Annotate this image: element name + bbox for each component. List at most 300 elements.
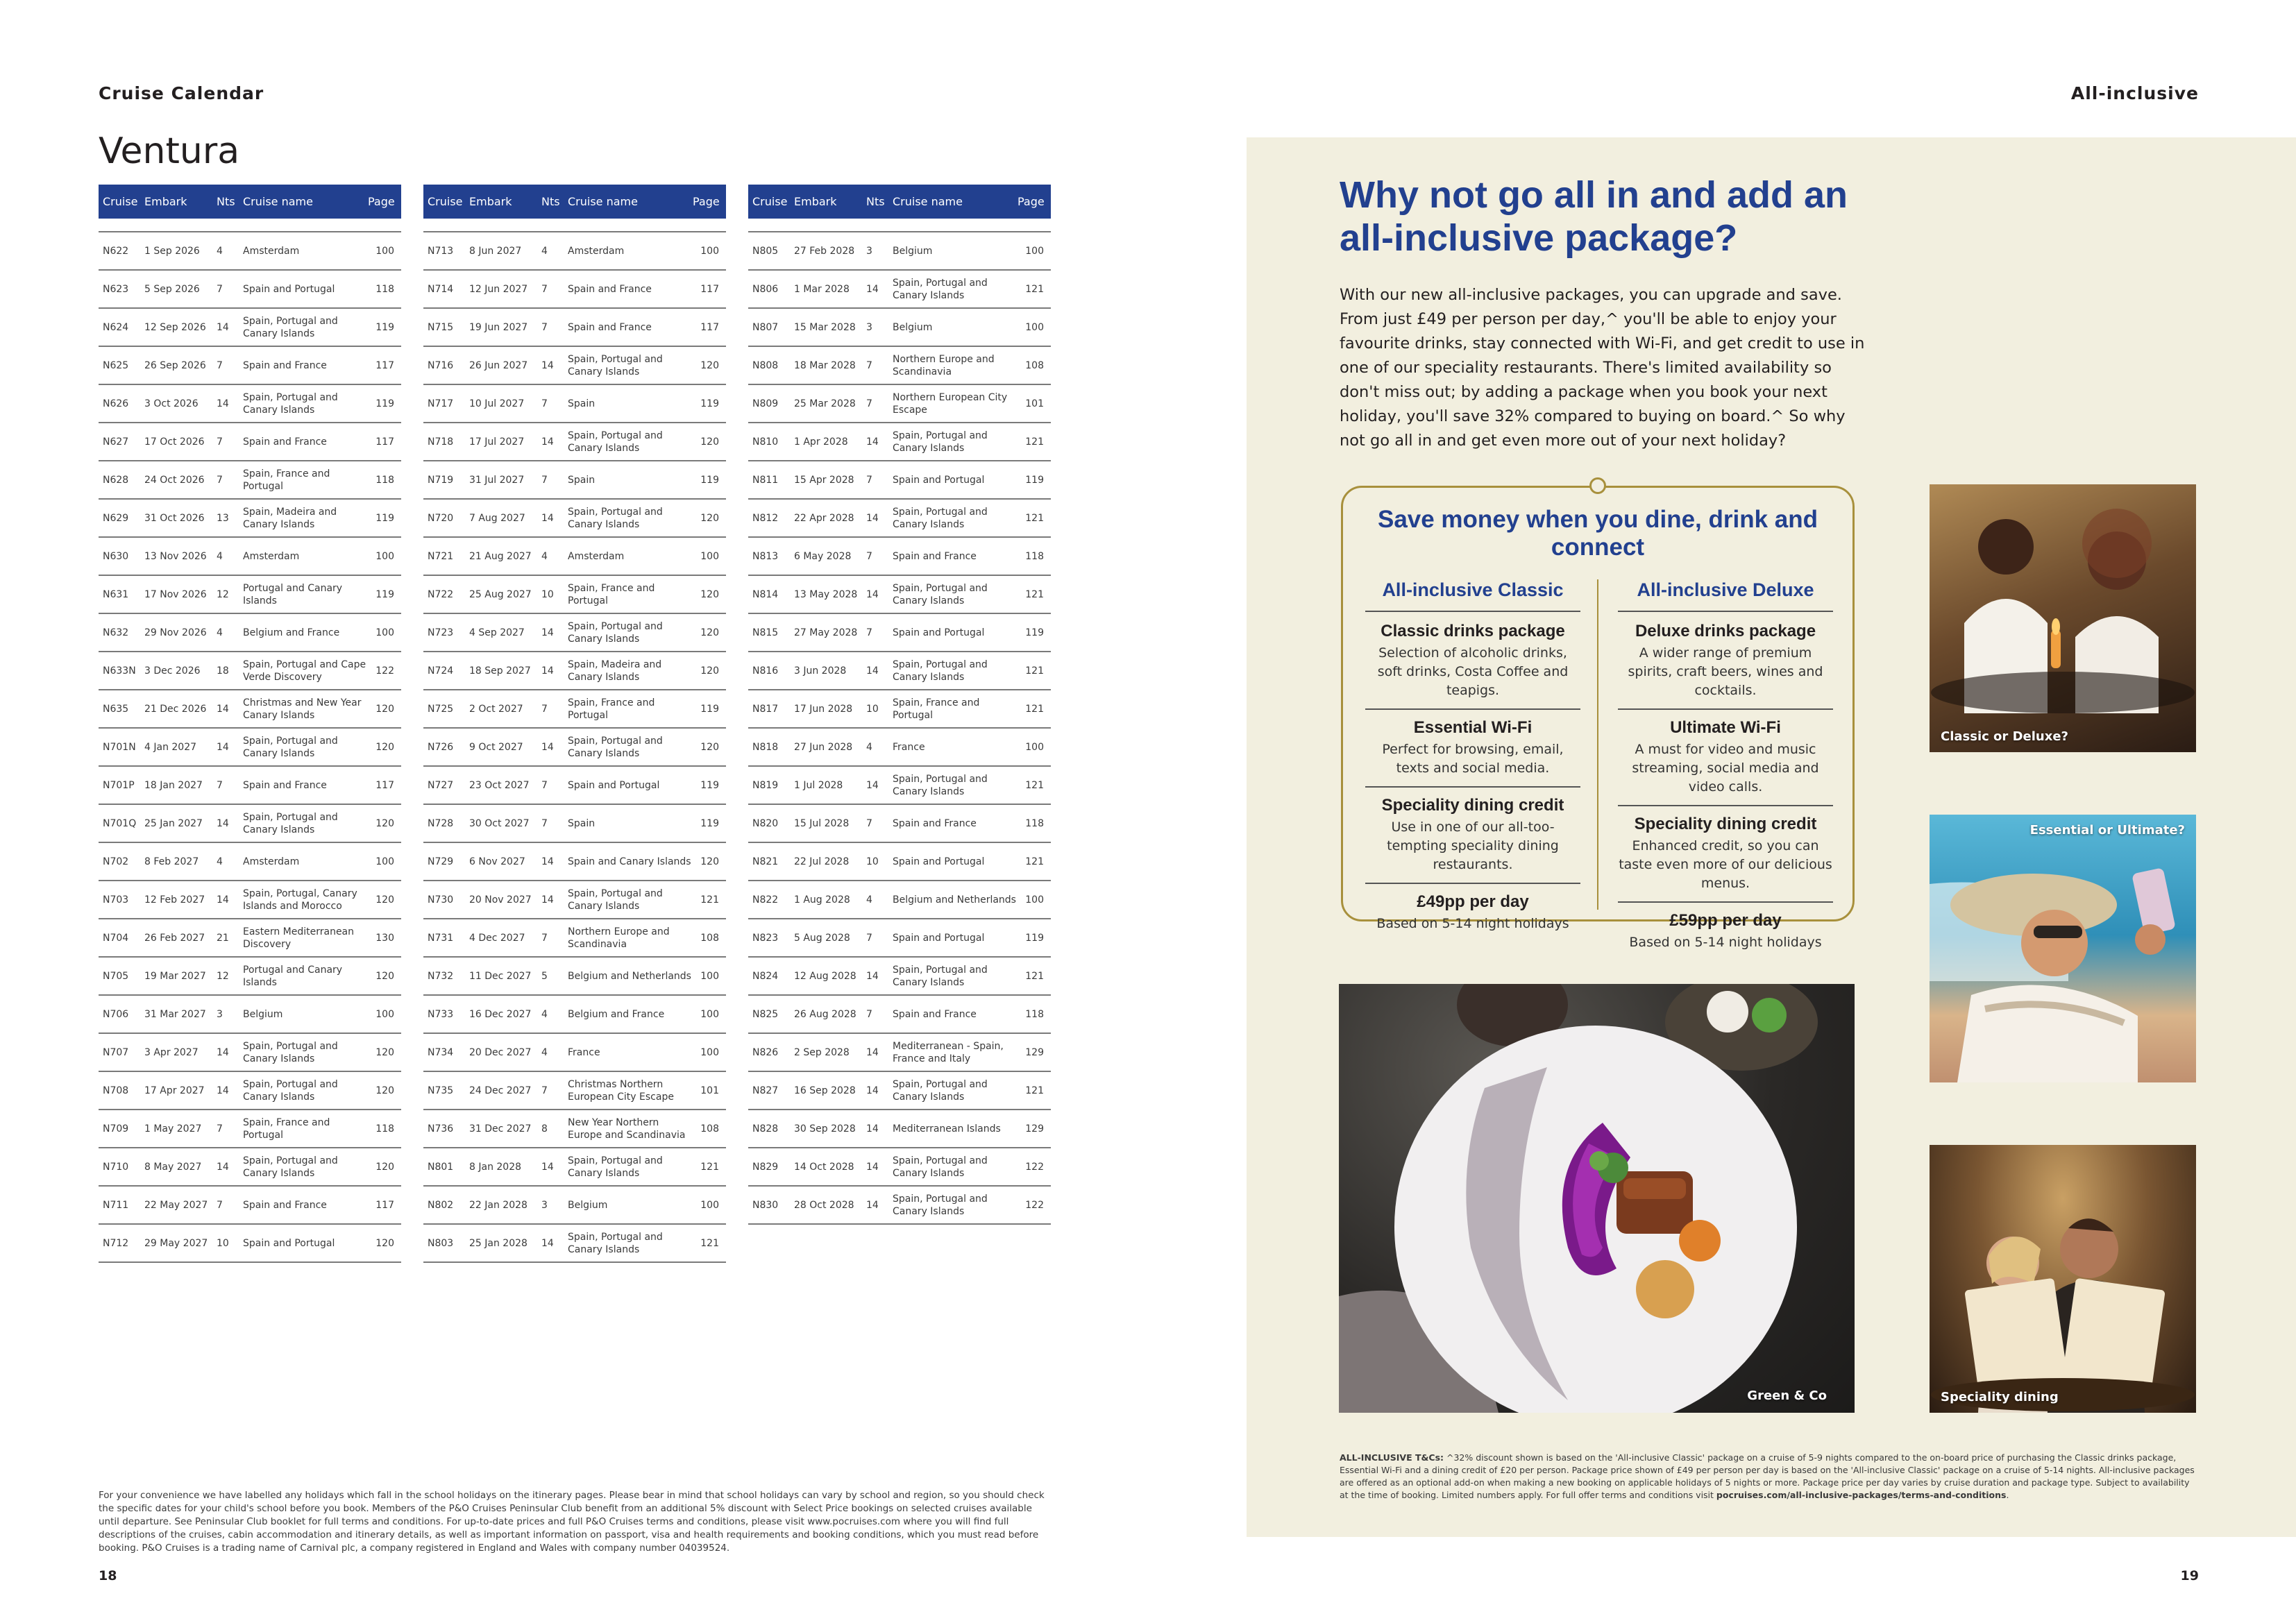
cruise-name: Christmas Northern European City Escape — [568, 1078, 674, 1103]
classic-heading: All-inclusive Classic — [1365, 579, 1580, 612]
cruise-code: N821 — [752, 856, 779, 867]
cruise-code: N731 — [428, 932, 454, 944]
cruise-code: N823 — [752, 932, 779, 944]
page-ref: 120 — [700, 436, 719, 448]
cruise-code: N803 — [428, 1237, 454, 1249]
embark-date: 8 Jan 2028 — [469, 1161, 522, 1173]
page-ref: 121 — [700, 894, 719, 906]
embark-date: 23 Oct 2027 — [469, 779, 530, 791]
table-row — [423, 461, 726, 500]
nights: 14 — [217, 894, 229, 906]
table-row — [748, 1187, 1051, 1225]
embark-date: 22 Jul 2028 — [794, 856, 850, 867]
cruise-name: Spain and France — [243, 1199, 327, 1211]
embark-date: 10 Jul 2027 — [469, 398, 525, 409]
header-embark: Embark — [144, 195, 187, 208]
cruise-code: N719 — [428, 474, 454, 486]
embark-date: 8 May 2027 — [144, 1161, 202, 1173]
cruise-name: Belgium — [243, 1008, 283, 1020]
cruise-code: N815 — [752, 627, 779, 638]
nights: 10 — [217, 1237, 229, 1249]
cruise-code: N807 — [752, 321, 779, 333]
package-item — [1365, 796, 1580, 884]
header-page: Page — [1018, 195, 1045, 208]
cruise-name: Spain, Portugal and Canary Islands — [893, 1193, 988, 1217]
cruise-code: N829 — [752, 1161, 779, 1173]
cruise-code: N725 — [428, 703, 454, 715]
cruise-code: N704 — [103, 932, 129, 944]
page-ref: 120 — [375, 817, 394, 829]
table-row — [99, 461, 401, 500]
cruise-code: N722 — [428, 588, 454, 600]
page-ref: 119 — [375, 588, 394, 600]
nights: 14 — [866, 1123, 879, 1135]
cruise-code: N814 — [752, 588, 779, 600]
cruise-name: Northern Europe and Scandinavia — [568, 926, 670, 950]
page-ref: 100 — [700, 245, 719, 257]
table-row — [423, 538, 726, 576]
table-row — [99, 385, 401, 423]
cruise-code: N705 — [103, 970, 129, 982]
cruise-name: Spain and Portugal — [893, 856, 985, 867]
nights: 7 — [866, 817, 872, 829]
page-ref: 100 — [375, 550, 394, 562]
table-row — [423, 576, 726, 614]
nights: 14 — [866, 970, 879, 982]
item-title: Speciality dining credit — [1381, 796, 1564, 815]
package-item — [1618, 718, 1833, 806]
header-cruise: Cruise — [103, 195, 138, 208]
cruise-name: Belgium and Netherlands — [568, 970, 691, 982]
cruise-name: Spain and Portugal — [568, 779, 660, 791]
table-row — [748, 385, 1051, 423]
cruise-code: N727 — [428, 779, 454, 791]
cruise-name: Spain and France — [893, 817, 977, 829]
page-ref: 100 — [1025, 321, 1044, 333]
cruise-name: France — [568, 1046, 600, 1058]
page-ref: 100 — [1025, 894, 1044, 906]
page-ref: 118 — [1025, 817, 1044, 829]
cruise-name: Spain, Portugal and Canary Islands — [893, 658, 988, 683]
cruise-name: Spain, Portugal and Canary Islands — [893, 582, 988, 606]
nights: 7 — [866, 550, 872, 562]
package-item — [1618, 911, 1833, 960]
item-desc: Enhanced credit, so you can taste even more of our delicious menus. — [1619, 838, 1832, 891]
page-ref: 119 — [375, 321, 394, 333]
cruise-name: Spain, Portugal and Canary Islands — [893, 964, 988, 988]
embark-date: 31 Dec 2027 — [469, 1123, 532, 1135]
table-row — [748, 614, 1051, 652]
cruise-code: N701N — [103, 741, 136, 753]
page-ref: 100 — [700, 1046, 719, 1058]
page-ref: 120 — [700, 588, 719, 600]
page-ref: 121 — [700, 1237, 719, 1249]
table-spacer — [423, 219, 726, 232]
item-title: Deluxe drinks package — [1635, 622, 1816, 640]
page-ref: 117 — [375, 779, 394, 791]
nights: 14 — [541, 856, 554, 867]
table-row — [423, 881, 726, 919]
table-row — [423, 271, 726, 309]
cruise-name: Spain and France — [893, 1008, 977, 1020]
cruise-name: Spain, Portugal and Canary Islands — [243, 1040, 338, 1064]
cruise-name: Amsterdam — [568, 550, 625, 562]
page-ref: 119 — [1025, 474, 1044, 486]
box-title: Save money when you dine, drink and connect — [1377, 506, 1818, 561]
cruise-code: N724 — [428, 665, 454, 677]
embark-date: 2 Oct 2027 — [469, 703, 523, 715]
table-row — [423, 1034, 726, 1072]
page-ref: 120 — [700, 856, 719, 867]
cruise-name: Spain, Madeira and Canary Islands — [243, 506, 337, 530]
embark-date: 25 Aug 2027 — [469, 588, 532, 600]
cruise-code: N711 — [103, 1199, 129, 1211]
embark-date: 19 Jun 2027 — [469, 321, 528, 333]
cruise-name: Spain, Portugal and Canary Islands — [243, 811, 338, 835]
page-ref: 119 — [700, 398, 719, 409]
table-row — [748, 500, 1051, 538]
page-ref: 101 — [1025, 398, 1044, 409]
page-ref: 121 — [1025, 665, 1044, 677]
page-ref: 100 — [1025, 245, 1044, 257]
table-row — [99, 271, 401, 309]
header-nts: Nts — [541, 195, 560, 208]
item-desc: A wider range of premium spirits, craft beers, wines and cocktails. — [1628, 645, 1823, 698]
page-ref: 100 — [375, 1008, 394, 1020]
page-ref: 117 — [375, 1199, 394, 1211]
table-row — [423, 1072, 726, 1110]
section-header-right: All-inclusive — [2070, 83, 2199, 103]
nights: 18 — [217, 665, 229, 677]
cruise-code: N626 — [103, 398, 129, 409]
nights: 14 — [217, 1046, 229, 1058]
table-row — [748, 843, 1051, 881]
cruise-code: N717 — [428, 398, 454, 409]
tcs-link[interactable]: pocruises.com/all-inclusive-packages/terms-and-conditions — [1716, 1490, 2007, 1500]
nights: 14 — [217, 398, 229, 409]
item-desc: Selection of alcoholic drinks, soft drinks, Costa Coffee and teapigs. — [1377, 645, 1569, 698]
cruise-code: N701P — [103, 779, 135, 791]
table-row — [99, 805, 401, 843]
table-row — [99, 538, 401, 576]
embark-date: 22 Jan 2028 — [469, 1199, 527, 1211]
cruise-code: N828 — [752, 1123, 779, 1135]
embark-date: 26 Sep 2026 — [144, 359, 206, 371]
section-header: Cruise Calendar — [99, 83, 264, 103]
embark-date: 18 Jan 2027 — [144, 779, 203, 791]
cruise-name: Spain, Portugal and Canary Islands — [893, 430, 988, 454]
page-ref: 119 — [700, 779, 719, 791]
cruise-name: Spain, Portugal and Canary Islands — [568, 430, 663, 454]
cruise-code: N713 — [428, 245, 454, 257]
cruise-code: N707 — [103, 1046, 129, 1058]
page-ref: 122 — [1025, 1161, 1044, 1173]
cruise-code: N723 — [428, 627, 454, 638]
embark-date: 31 Oct 2026 — [144, 512, 205, 524]
cruise-name: Mediterranean - Spain, France and Italy — [893, 1040, 1004, 1064]
embark-date: 28 Oct 2028 — [794, 1199, 854, 1211]
cruise-code: N820 — [752, 817, 779, 829]
cruise-name: Spain, Portugal and Canary Islands — [568, 1231, 663, 1255]
table-row — [423, 958, 726, 996]
cruise-code: N810 — [752, 436, 779, 448]
page-ref: 100 — [700, 1199, 719, 1211]
table-row — [748, 805, 1051, 843]
header-name: Cruise name — [243, 194, 313, 208]
page-ref: 130 — [375, 932, 394, 944]
embark-date: 27 Jun 2028 — [794, 741, 853, 753]
cruise-code: N702 — [103, 856, 129, 867]
table-row — [748, 271, 1051, 309]
page-ref: 121 — [1025, 512, 1044, 524]
header-nts: Nts — [866, 195, 885, 208]
table-row — [99, 767, 401, 805]
nights: 14 — [541, 436, 554, 448]
cruise-name: Spain, France and Portugal — [893, 697, 980, 721]
nights: 14 — [217, 1085, 229, 1096]
table-row — [99, 1187, 401, 1225]
cruise-name: Spain, Portugal and Canary Islands — [893, 773, 988, 797]
nights: 14 — [866, 436, 879, 448]
embark-date: 5 Aug 2028 — [794, 932, 850, 944]
table-spacer — [99, 219, 401, 232]
cruise-name: Spain, Portugal and Canary Islands — [243, 1078, 338, 1103]
table-row — [423, 1225, 726, 1263]
item-desc: Use in one of our all-too-tempting speciality dining restaurants. — [1387, 819, 1559, 872]
table-row — [423, 843, 726, 881]
nights: 12 — [217, 970, 229, 982]
page-ref: 108 — [700, 1123, 719, 1135]
cruise-name: Spain, Madeira and Canary Islands — [568, 658, 662, 683]
embark-date: 18 Mar 2028 — [794, 359, 856, 371]
column-divider — [1597, 579, 1598, 910]
nights: 7 — [541, 932, 548, 944]
dining-photo — [1930, 1145, 2196, 1413]
table-row — [423, 767, 726, 805]
embark-date: 31 Mar 2027 — [144, 1008, 206, 1020]
cruise-name: Spain, Portugal and Canary Islands — [568, 506, 663, 530]
embark-date: 15 Apr 2028 — [794, 474, 854, 486]
tcs-text: ^32% discount shown is based on the 'All-inclusive Classic' package on a cruise of 5-9 nights compared to the on-board price of purchasing the Classic drinks package, Essential Wi-Fi and a dining credit of £20 per person. Package price shown of £49 per person per day is based on the 'All-inclusive Classic' package on a cruise of 5-14 nights. All-inclusive packages are offered as an optional add-on when making a new booking on applicable holidays of 5 nights or more. Package price per day varies by cruise duration and package type. Subject to availability at the time of booking. Limited numbers apply. For full offer terms and conditions visit — [1340, 1452, 2195, 1500]
table-row — [423, 652, 726, 690]
page-ref: 119 — [375, 398, 394, 409]
table-header — [99, 185, 401, 219]
cruise-code: N728 — [428, 817, 454, 829]
page-ref: 117 — [700, 321, 719, 333]
cruise-code: N630 — [103, 550, 129, 562]
cruise-name: Spain and France — [568, 283, 652, 295]
nights: 14 — [541, 359, 554, 371]
table-row — [99, 958, 401, 996]
cruise-code: N729 — [428, 856, 454, 867]
page-ref: 100 — [700, 1008, 719, 1020]
embark-date: 27 Feb 2028 — [794, 245, 855, 257]
table-row — [99, 690, 401, 729]
page-ref: 129 — [1025, 1123, 1044, 1135]
item-title: Classic drinks package — [1381, 622, 1565, 640]
cruise-name: Amsterdam — [243, 550, 300, 562]
embark-date: 12 Jun 2027 — [469, 283, 528, 295]
cruise-name: Spain, Portugal and Canary Islands — [243, 391, 338, 416]
page-ref: 120 — [375, 894, 394, 906]
cruise-code: N726 — [428, 741, 454, 753]
table-row — [423, 614, 726, 652]
cruise-code: N703 — [103, 894, 129, 906]
nights: 14 — [866, 1085, 879, 1096]
embark-date: 14 Oct 2028 — [794, 1161, 854, 1173]
nights: 7 — [541, 703, 548, 715]
cruise-code: N715 — [428, 321, 454, 333]
nights: 4 — [541, 245, 548, 257]
cruise-name: Spain — [568, 474, 596, 486]
nights: 14 — [541, 1237, 554, 1249]
table-row — [748, 576, 1051, 614]
page-ref: 121 — [1025, 436, 1044, 448]
table-row — [99, 423, 401, 461]
ship-title: Ventura — [99, 130, 240, 172]
cruise-code: N633N — [103, 665, 136, 677]
package-item — [1365, 718, 1580, 788]
intro-text: With our new all-inclusive packages, you can upgrade and save. From just £49 per person per day,^ you'll be able to enjoy your favourite drinks, stay connected with Wi-Fi, and get credit to use in one of our speciality restaurants. There's limited availability so don't miss out; by adding a package when you book your next holiday, you'll save 32% compared to buying on board.^ So why not go all in and get even more out of your next holiday? — [1340, 286, 1865, 450]
cruise-code: N802 — [428, 1199, 454, 1211]
embark-date: 4 Sep 2027 — [469, 627, 525, 638]
embark-date: 21 Dec 2026 — [144, 703, 207, 715]
page-ref: 120 — [700, 627, 719, 638]
embark-date: 1 Jul 2028 — [794, 779, 843, 791]
embark-date: 1 Sep 2026 — [144, 245, 200, 257]
cruise-name: Belgium and France — [243, 627, 340, 638]
embark-date: 20 Nov 2027 — [469, 894, 532, 906]
table-row — [99, 919, 401, 958]
embark-date: 19 Mar 2027 — [144, 970, 206, 982]
embark-date: 8 Feb 2027 — [144, 856, 199, 867]
nights: 10 — [541, 588, 554, 600]
cruise-name: Spain, Portugal and Canary Islands — [568, 1155, 663, 1179]
table-header — [423, 185, 726, 219]
cruise-code: N733 — [428, 1008, 454, 1020]
table-row — [423, 1110, 726, 1148]
page-ref: 119 — [700, 474, 719, 486]
nights: 7 — [217, 283, 223, 295]
embark-date: 9 Oct 2027 — [469, 741, 523, 753]
cruise-code: N822 — [752, 894, 779, 906]
cruise-code: N624 — [103, 321, 129, 333]
cruise-name: Spain, France and Portugal — [568, 697, 655, 721]
cruise-name: Spain — [568, 817, 596, 829]
embark-date: 24 Dec 2027 — [469, 1085, 532, 1096]
nights: 14 — [217, 741, 229, 753]
cruise-code: N635 — [103, 703, 129, 715]
package-item — [1365, 622, 1580, 710]
page-ref: 120 — [375, 970, 394, 982]
price: £49pp per day — [1417, 892, 1529, 911]
table-row — [748, 958, 1051, 996]
embark-date: 17 Oct 2026 — [144, 436, 205, 448]
page-ref: 120 — [375, 741, 394, 753]
cruise-code: N709 — [103, 1123, 129, 1135]
page-ref: 100 — [700, 550, 719, 562]
cruise-code: N625 — [103, 359, 129, 371]
cruise-name: Portugal and Canary Islands — [243, 964, 343, 988]
table-row — [423, 347, 726, 385]
cruise-name: Belgium — [568, 1199, 608, 1211]
nights: 14 — [541, 1161, 554, 1173]
table-row — [748, 1034, 1051, 1072]
table-row — [748, 423, 1051, 461]
embark-date: 12 Aug 2028 — [794, 970, 856, 982]
table-row — [99, 881, 401, 919]
embark-date: 21 Aug 2027 — [469, 550, 532, 562]
photo-caption: Speciality dining — [1941, 1390, 2059, 1404]
cruise-code: N631 — [103, 588, 129, 600]
table-row — [99, 843, 401, 881]
page-ref: 119 — [1025, 932, 1044, 944]
pool-photo — [1930, 815, 2196, 1082]
photo-caption: Classic or Deluxe? — [1941, 729, 2068, 744]
page-ref: 117 — [700, 283, 719, 295]
page-ref: 118 — [375, 283, 394, 295]
table-row — [99, 347, 401, 385]
couple-photo — [1930, 484, 2196, 752]
page-ref: 101 — [700, 1085, 719, 1096]
page-ref: 120 — [700, 741, 719, 753]
nights: 14 — [866, 1161, 879, 1173]
cruise-code: N826 — [752, 1046, 779, 1058]
page-ref: 119 — [700, 817, 719, 829]
page-ref: 117 — [375, 436, 394, 448]
table-row — [748, 309, 1051, 347]
page-ref: 100 — [1025, 741, 1044, 753]
table-row — [423, 996, 726, 1034]
cruise-name: Spain and France — [243, 436, 327, 448]
cruise-name: Spain and Portugal — [893, 474, 985, 486]
cruise-code: N806 — [752, 283, 779, 295]
header-name: Cruise name — [568, 194, 638, 208]
cruise-code: N817 — [752, 703, 779, 715]
header-page: Page — [368, 195, 395, 208]
embark-date: 12 Sep 2026 — [144, 321, 206, 333]
embark-date: 18 Sep 2027 — [469, 665, 531, 677]
table-row — [423, 385, 726, 423]
cruise-name: Spain and Canary Islands — [568, 856, 691, 867]
header-nts: Nts — [217, 195, 235, 208]
embark-date: 3 Apr 2027 — [144, 1046, 199, 1058]
nights: 14 — [541, 741, 554, 753]
tcs-period: . — [2006, 1490, 2009, 1500]
page-ref: 100 — [375, 627, 394, 638]
cruise-code: N825 — [752, 1008, 779, 1020]
cruise-code: N623 — [103, 283, 129, 295]
cruise-code: N819 — [752, 779, 779, 791]
cruise-code: N718 — [428, 436, 454, 448]
cruise-name: Spain, Portugal and Cape Verde Discovery — [243, 658, 366, 683]
cruise-code: N816 — [752, 665, 779, 677]
embark-date: 13 May 2028 — [794, 588, 858, 600]
cruise-code: N712 — [103, 1237, 129, 1249]
table-row — [423, 1187, 726, 1225]
cruise-name: New Year Northern Europe and Scandinavia — [568, 1116, 686, 1141]
classic-column — [1365, 579, 1580, 950]
table-row — [748, 690, 1051, 729]
cruise-code: N811 — [752, 474, 779, 486]
table-row — [99, 1148, 401, 1187]
table-row — [748, 1110, 1051, 1148]
nights: 14 — [217, 817, 229, 829]
cruise-code: N824 — [752, 970, 779, 982]
cruise-code: N622 — [103, 245, 129, 257]
embark-date: 1 May 2027 — [144, 1123, 202, 1135]
page-ref: 121 — [1025, 283, 1044, 295]
